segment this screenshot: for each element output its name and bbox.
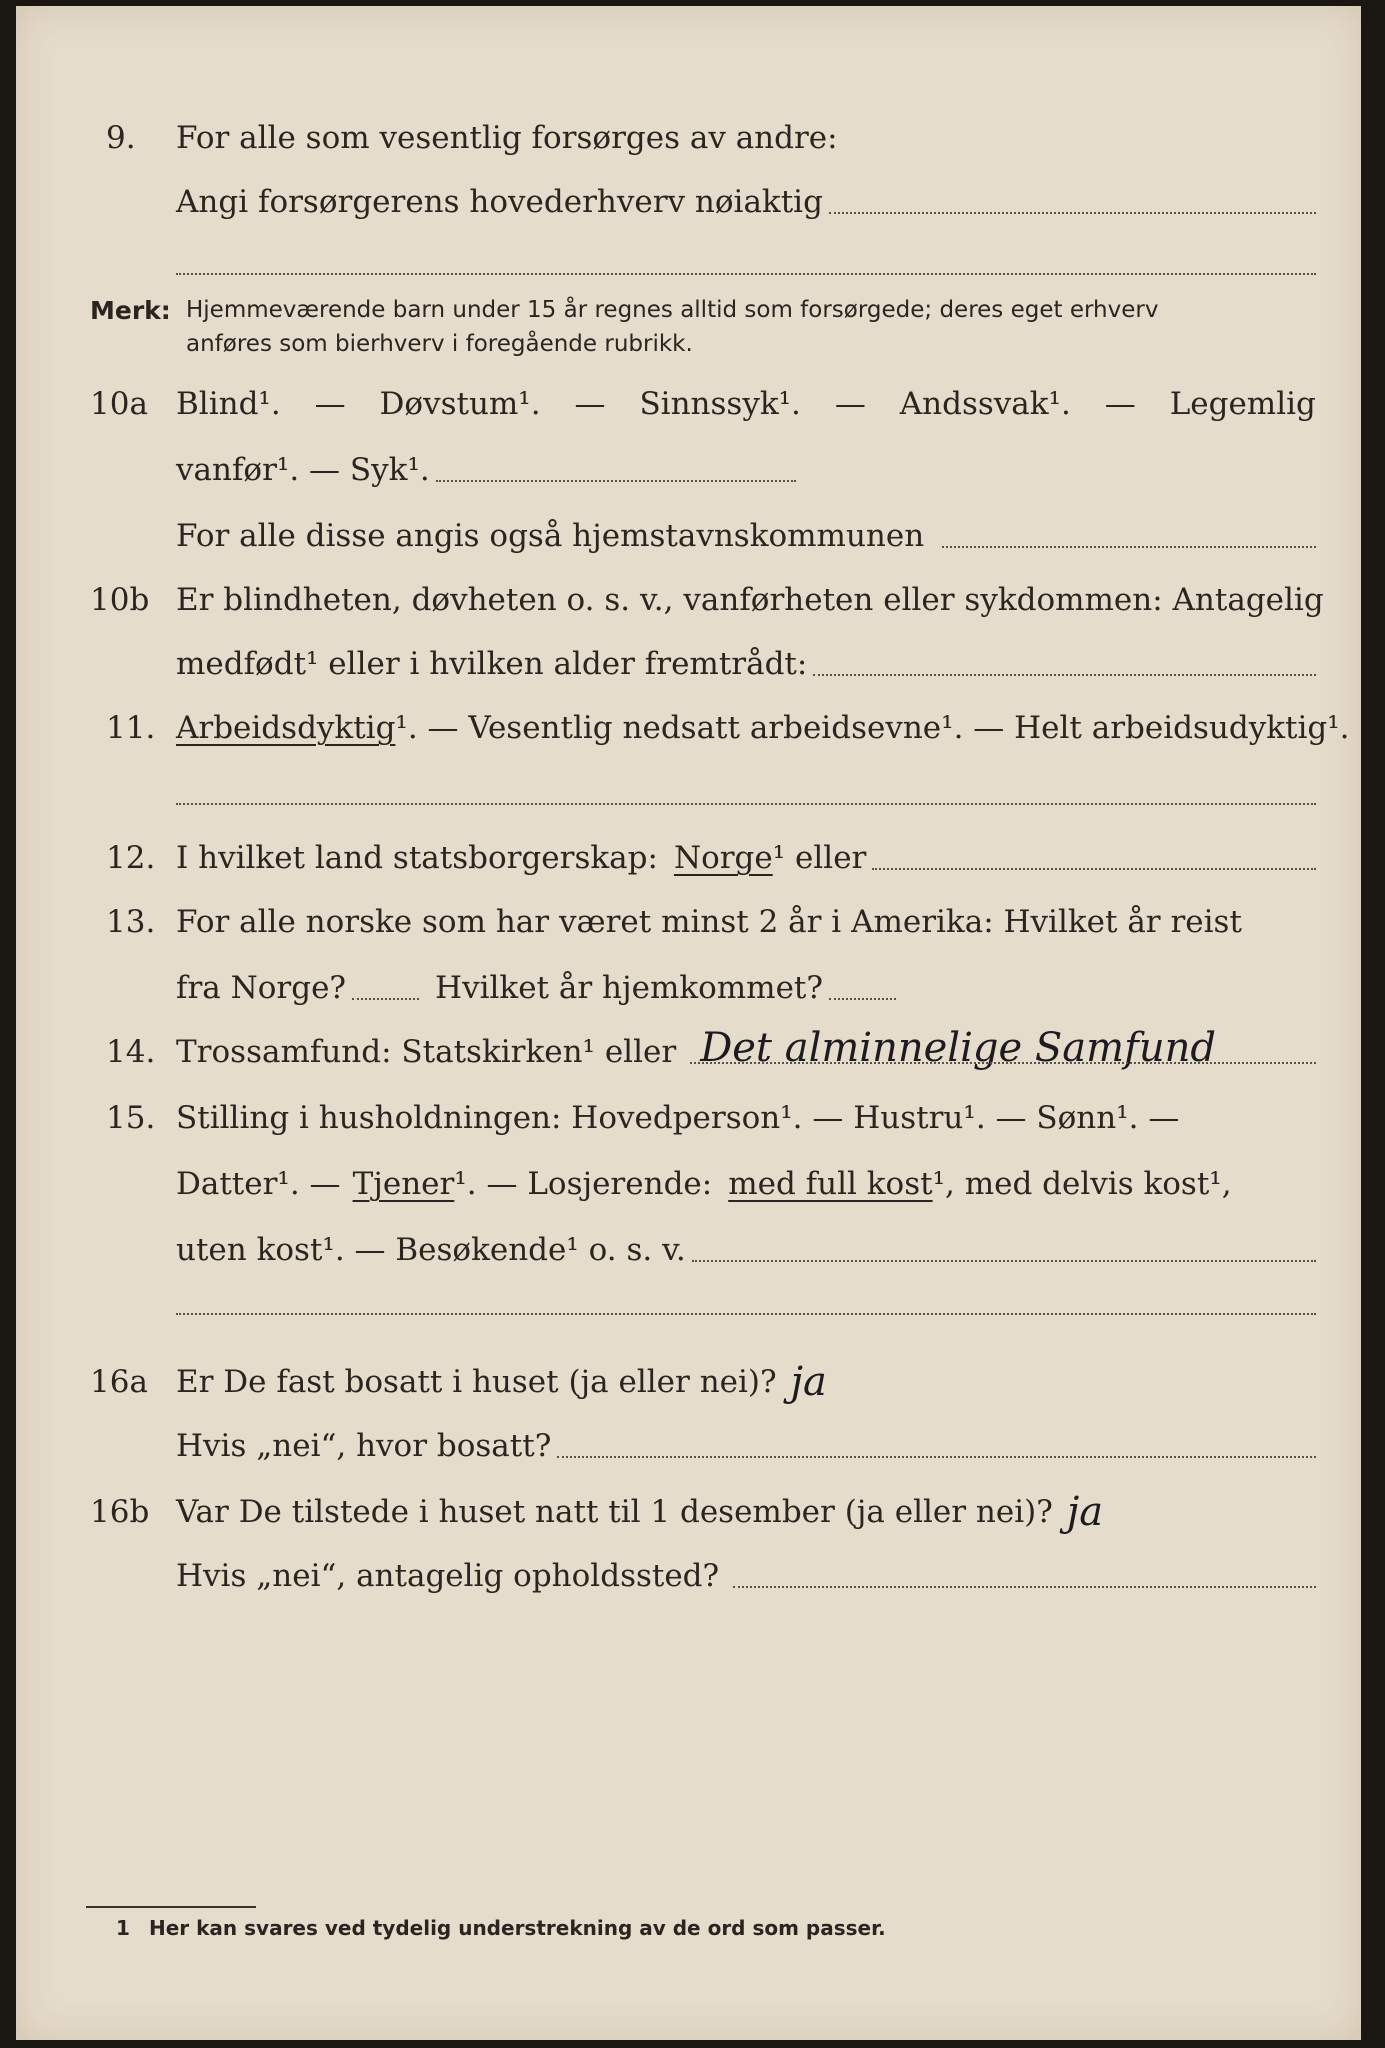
q11-option-arbeidsdyktig[interactable]: Arbeidsdyktig — [176, 710, 396, 746]
q10a-options — [176, 382, 1316, 426]
q10b-text2: medfødt¹ eller i hvilken alder fremtrådt: — [176, 646, 808, 682]
q13-text1: For alle norske som har været minst 2 år i Amerika: Hvilket år reist — [176, 904, 1242, 940]
q10a-text2: vanfør¹. — Syk¹. — [176, 452, 430, 488]
q10b-text1: Er blindheten, døvheten o. s. v., vanførheten eller sykdommen: Antagelig — [176, 582, 1324, 618]
footnote-mark: 1 — [116, 1916, 130, 1940]
q10a-option-sinnssyk[interactable]: Sinnssyk¹. — [639, 386, 801, 422]
q9-text1: For alle som vesentlig forsørges av andre: — [176, 120, 838, 156]
q16a-handwritten-answer[interactable]: ja — [790, 1359, 827, 1405]
q16a-text1: Er De fast bosatt i huset (ja eller nei)? — [176, 1364, 777, 1400]
q16a-line1 — [176, 1360, 956, 1404]
q13-hjemkommet-answer-line[interactable] — [829, 997, 896, 1000]
census-form-page — [16, 6, 1361, 2040]
q15-answer-line[interactable] — [692, 1259, 1316, 1262]
q15-answer-line-2[interactable] — [176, 1312, 1316, 1315]
q15-option-tjener[interactable]: Tjener — [352, 1166, 455, 1202]
q14-line — [176, 1025, 1316, 1074]
q15-text1: Stilling i husholdningen: Hovedperson¹. — Hustru¹. — Sønn¹. — — [176, 1100, 1180, 1136]
q10a-dash-4: — — [1104, 386, 1136, 422]
q15-number: 15. — [106, 1100, 156, 1136]
q10a-number: 10a — [90, 386, 148, 422]
q13-line2 — [176, 966, 896, 1010]
q11-rest: ¹. — Vesentlig nedsatt arbeidsevne¹. — Helt arbeidsudyktig¹. — [395, 710, 1350, 746]
merk-line1: Hjemmeværende barn under 15 år regnes alltid som forsørgede; deres eget erhverv — [186, 297, 1159, 323]
q16b-text2: Hvis „nei“, antagelig opholdssted? — [176, 1558, 720, 1594]
q12-prefix: I hvilket land statsborgerskap: — [176, 840, 658, 876]
q15-text2b: ¹. — Losjerende: — [454, 1166, 713, 1202]
q12-number: 12. — [106, 840, 156, 876]
q10a-option-legemlig[interactable]: Legemlig — [1169, 386, 1316, 422]
q9-answer-line-2[interactable] — [176, 272, 1316, 275]
q11-answer-line[interactable] — [176, 802, 1316, 805]
q15-option-full-kost[interactable]: med full kost — [728, 1166, 933, 1202]
q9-number: 9. — [106, 120, 136, 156]
q12-option-norge[interactable]: Norge — [673, 840, 773, 876]
q10a-dash-3: — — [834, 386, 866, 422]
q11-line1 — [176, 706, 1350, 750]
q12-answer-line[interactable] — [872, 867, 1316, 870]
q15-line1 — [176, 1096, 1316, 1140]
q16a-answer-line[interactable] — [557, 1455, 1316, 1458]
q16b-answer-line[interactable] — [733, 1585, 1316, 1588]
merk-line2: anføres som bierhverv i foregående rubrikk. — [186, 331, 693, 357]
q10a-text3: For alle disse angis også hjemstavnskommunen — [176, 518, 925, 554]
q12-suffix: ¹ eller — [772, 840, 867, 876]
q16a-line2 — [176, 1424, 1316, 1468]
q10b-number: 10b — [90, 582, 150, 618]
q10a-kommune-answer-line[interactable] — [942, 545, 1316, 548]
q15-line2 — [176, 1162, 1316, 1206]
q15-line3 — [176, 1228, 1316, 1272]
q16a-number: 16a — [90, 1364, 148, 1400]
q11-number: 11. — [106, 710, 156, 746]
q13-reist-answer-line[interactable] — [352, 997, 419, 1000]
q10b-line2 — [176, 642, 1316, 686]
q10b-line1 — [176, 578, 1324, 622]
q12-line — [176, 836, 1316, 880]
q9-line1 — [176, 116, 1316, 160]
q9-answer-line[interactable] — [829, 211, 1316, 214]
q16a-text2: Hvis „nei“, hvor bosatt? — [176, 1428, 552, 1464]
q16b-line1 — [176, 1490, 1316, 1534]
q16b-line2 — [176, 1554, 1316, 1598]
q16b-number: 16b — [90, 1494, 150, 1530]
q10a-dash-1: — — [314, 386, 346, 422]
q14-label: Trossamfund: Statskirken¹ eller — [176, 1034, 677, 1070]
q13-text2b: Hvilket år hjemkommet? — [435, 970, 824, 1006]
q14-handwritten-answer: Det alminnelige Samfund — [700, 1025, 1216, 1071]
q10a-option-blind[interactable]: Blind¹. — [176, 386, 281, 422]
q14-answer-line — [690, 1062, 1316, 1064]
footnote-rule — [86, 1906, 256, 1908]
q16b-text1: Var De tilstede i huset natt til 1 desember (ja eller nei)? — [176, 1494, 1053, 1530]
q10a-dash-2: — — [574, 386, 606, 422]
q10a-syk-answer-line[interactable] — [436, 479, 796, 482]
q15-text2a: Datter¹. — — [176, 1166, 341, 1202]
footnote-text: Her kan svares ved tydelig understrekning av de ord som passer. — [149, 1916, 886, 1940]
q13-line1 — [176, 900, 1316, 944]
q10a-line1 — [176, 382, 1316, 426]
q10b-answer-line[interactable] — [813, 673, 1316, 676]
q9-text2: Angi forsørgerens hovederhverv nøiaktig — [176, 184, 823, 220]
q15-text3: uten kost¹. — Besøkende¹ o. s. v. — [176, 1232, 686, 1268]
q13-number: 13. — [106, 904, 156, 940]
q16b-handwritten-answer[interactable]: ja — [1066, 1489, 1104, 1535]
q10a-line3 — [176, 514, 1316, 558]
q9-line2 — [176, 180, 1316, 224]
q13-text2a: fra Norge? — [176, 970, 347, 1006]
merk-label: Merk: — [90, 296, 171, 325]
q10a-option-dovstum[interactable]: Døvstum¹. — [379, 386, 541, 422]
q14-number: 14. — [106, 1034, 156, 1070]
q10a-line2 — [176, 448, 796, 492]
q15-text2c: ¹, med delvis kost¹, — [932, 1166, 1232, 1202]
q10a-option-andssvak[interactable]: Andssvak¹. — [899, 386, 1071, 422]
